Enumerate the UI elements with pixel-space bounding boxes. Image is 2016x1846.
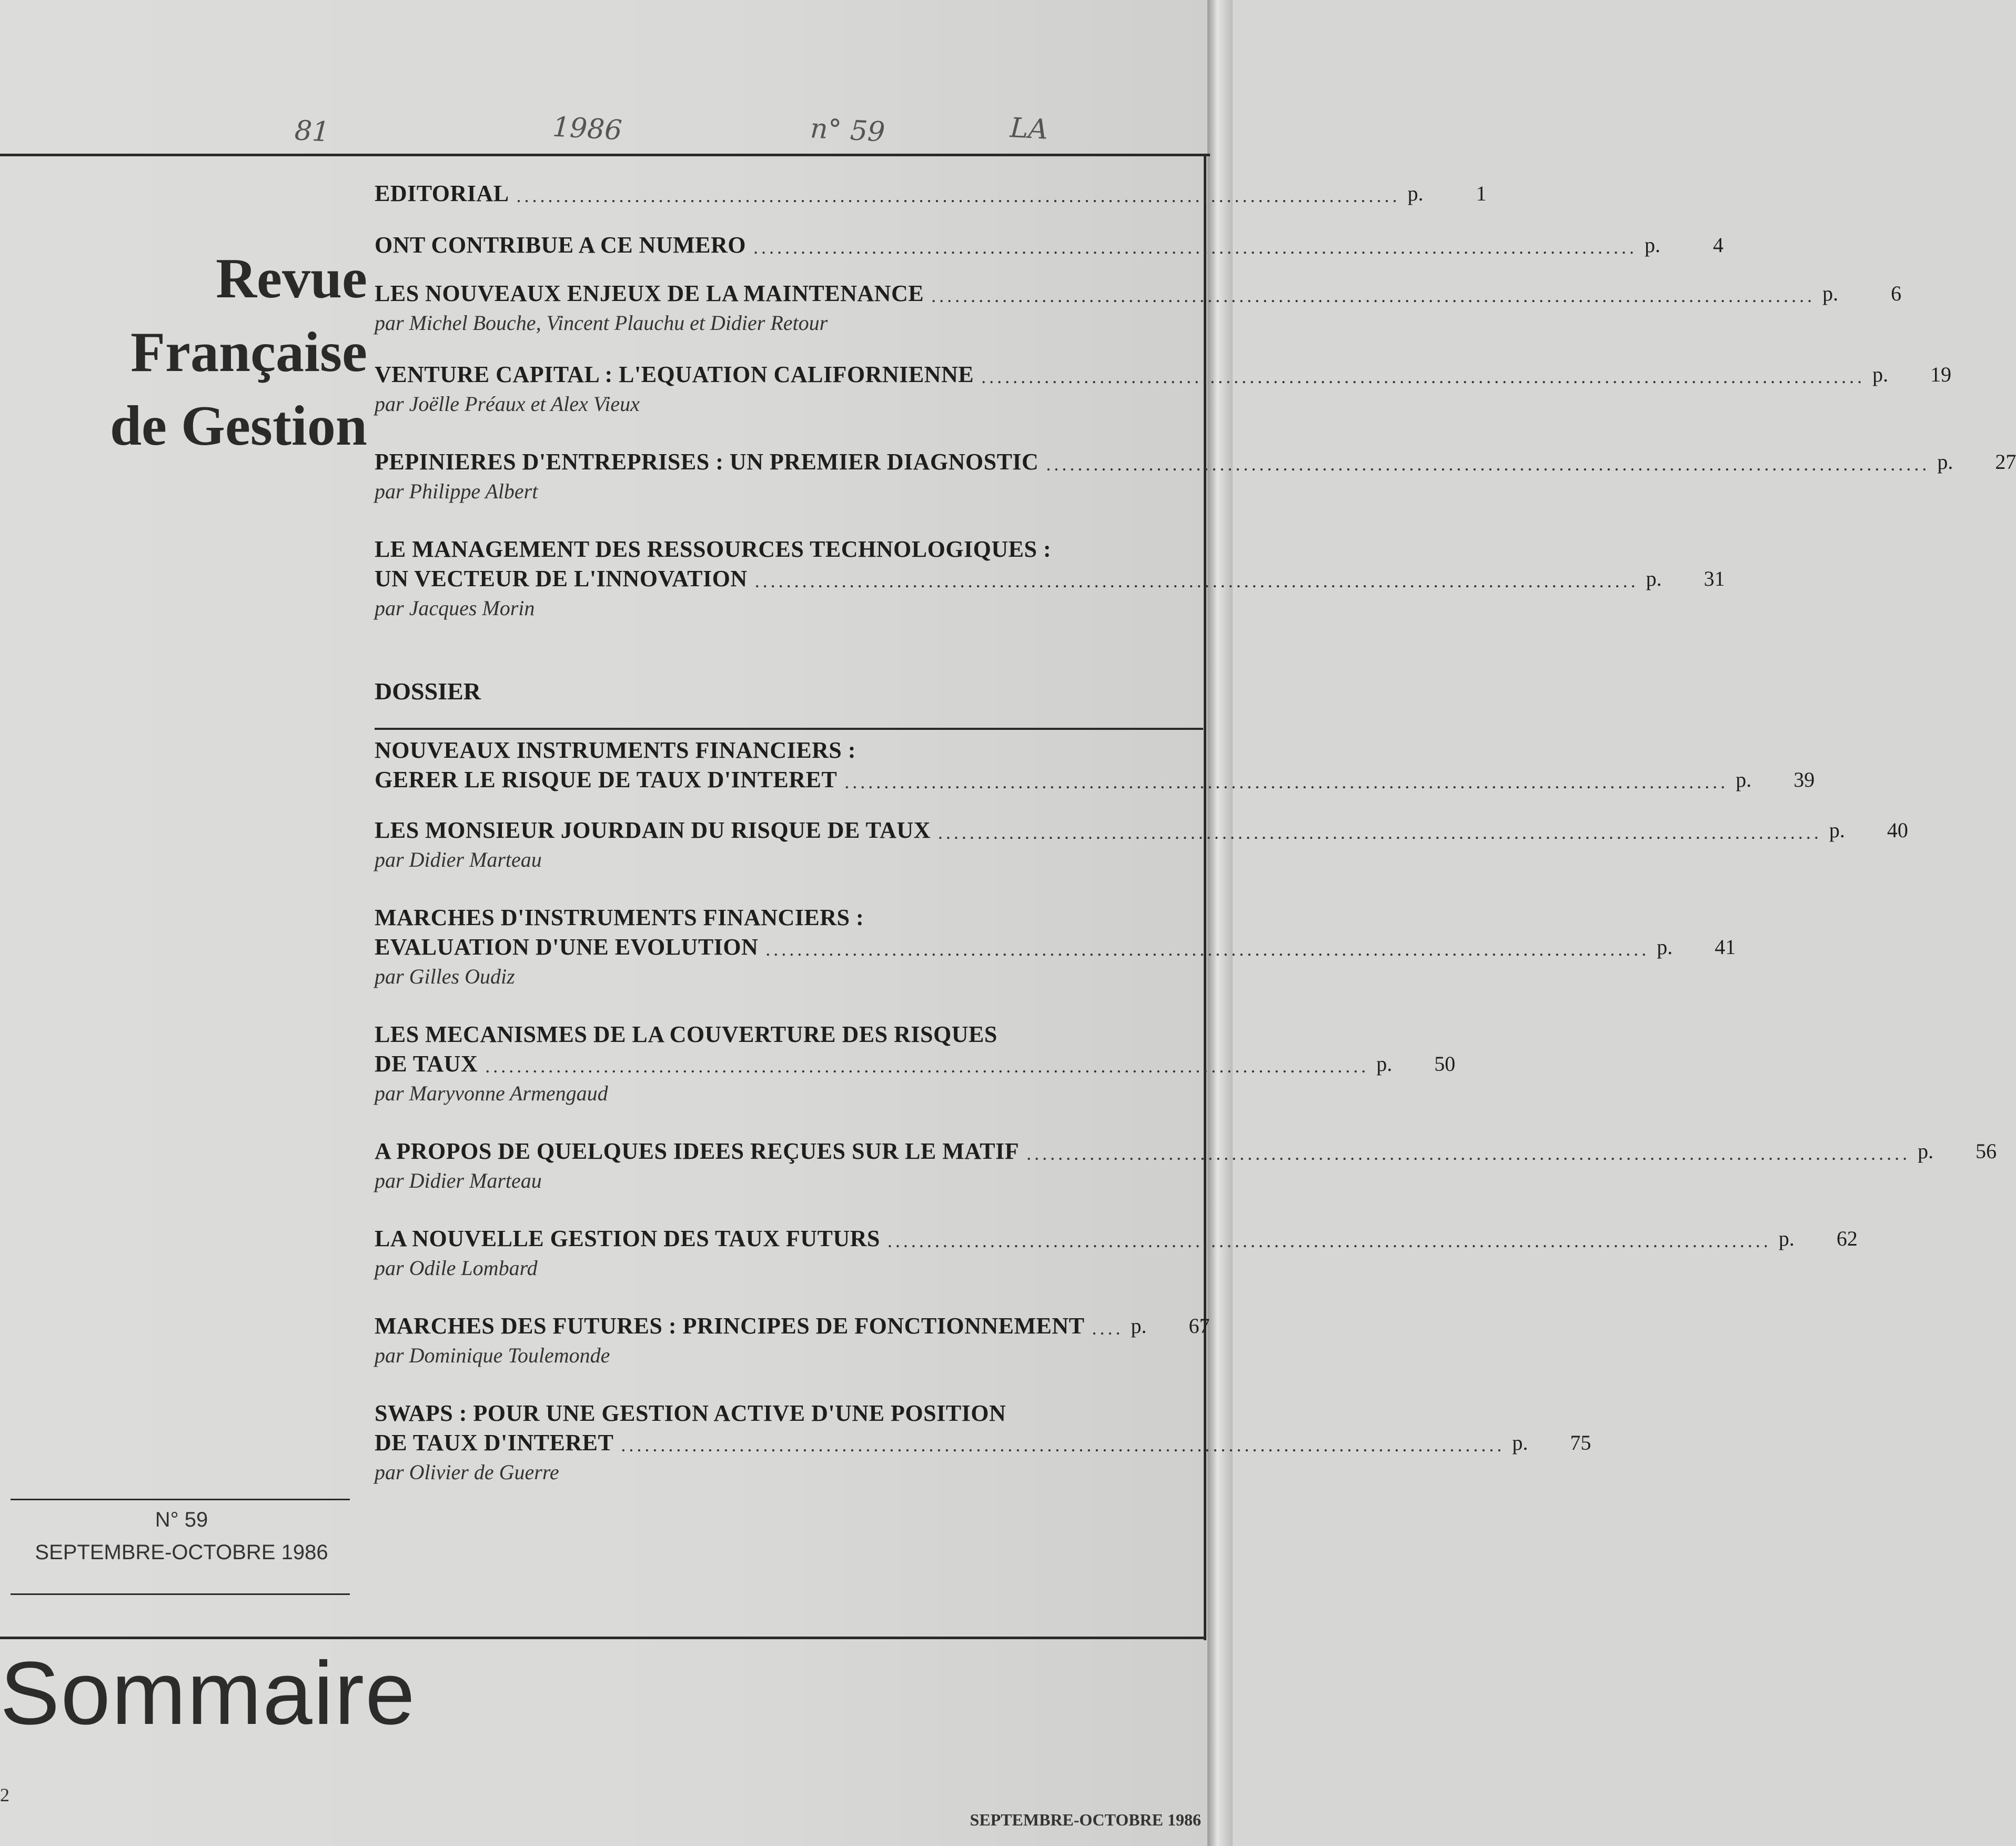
toc-title: A PROPOS DE QUELQUES IDEES REÇUES SUR LE MATIF	[375, 1138, 1020, 1164]
toc-author: par Didier Marteau	[375, 1169, 542, 1192]
dossier-heading: DOSSIER	[375, 678, 481, 705]
toc-entry[interactable]	[375, 535, 1725, 623]
journal-title-line: Française	[130, 321, 367, 384]
issue-number: N° 59	[155, 1508, 208, 1531]
toc-entry[interactable]	[375, 360, 1952, 419]
toc-page: p. 62	[1778, 1227, 1858, 1250]
toc-entry[interactable]	[375, 736, 1815, 795]
leader-dots: ................................................................................................................	[754, 570, 1639, 591]
toc-author: par Joëlle Préaux et Alex Vieux	[375, 392, 640, 416]
sommaire-heading: Sommaire	[0, 1643, 416, 1743]
toc-author: par Olivier de Guerre	[375, 1460, 559, 1484]
page-number: 2	[0, 1784, 9, 1805]
toc-page: p. 50	[1376, 1052, 1456, 1076]
toc-entry[interactable]	[375, 447, 2016, 506]
leader-dots: ................................................................................................................	[844, 771, 1729, 792]
toc-title: LE MANAGEMENT DES RESSOURCES TECHNOLOGIQUES :	[375, 536, 1052, 562]
toc-page: p. 67	[1131, 1314, 1210, 1338]
toc-page: p. 4	[1645, 233, 1724, 257]
toc-page: p. 41	[1657, 935, 1736, 959]
leader-dots: ................................................................................................................	[516, 185, 1400, 206]
toc-title: EDITORIAL	[375, 180, 509, 206]
toc-title: LES MECANISMES DE LA COUVERTURE DES RISQUES	[375, 1021, 997, 1047]
toc-page: p. 19	[1872, 363, 1952, 386]
toc-author: par Dominique Toulemonde	[375, 1343, 610, 1367]
toc-title: GERER LE RISQUE DE TAUX D'INTERET	[375, 767, 838, 792]
toc-entry[interactable]	[375, 230, 1724, 260]
toc-entry[interactable]	[375, 179, 1487, 208]
leader-dots: ................................................................................................................	[1026, 1143, 1911, 1164]
handwriting-3: n° 59	[809, 113, 886, 148]
toc-entry[interactable]	[375, 903, 1736, 991]
toc-title: LA NOUVELLE GESTION DES TAUX FUTURS	[375, 1226, 880, 1251]
handwriting-4: LA	[1009, 112, 1049, 146]
toc-page: p. 27	[1937, 450, 2016, 474]
toc-author: par Gilles Oudiz	[375, 965, 515, 988]
issue-rule-bottom	[11, 1593, 350, 1595]
toc-title: NOUVEAUX INSTRUMENTS FINANCIERS :	[375, 737, 856, 763]
toc-title: PEPINIERES D'ENTREPRISES : UN PREMIER DIAGNOSTIC	[375, 449, 1039, 475]
toc-entry[interactable]	[375, 279, 1902, 338]
toc-page: p. 1	[1407, 182, 1487, 205]
leader-dots: ................................................................................................................	[765, 939, 1650, 960]
footer-date: SEPTEMBRE-OCTOBRE 1986	[970, 1810, 1201, 1829]
leader-dots: ................................................................................................................	[753, 237, 1638, 258]
toc-title: ONT CONTRIBUE A CE NUMERO	[375, 232, 747, 258]
toc-entry[interactable]	[375, 816, 1908, 875]
journal-title-line: de Gestion	[109, 395, 367, 457]
toc-entry[interactable]	[375, 1137, 1997, 1196]
leader-dots: ....	[1092, 1318, 1124, 1339]
toc-entry[interactable]	[375, 1224, 1858, 1283]
toc-page: p. 75	[1512, 1431, 1591, 1454]
toc-title: DE TAUX D'INTERET	[375, 1430, 614, 1456]
toc-title: LES MONSIEUR JOURDAIN DU RISQUE DE TAUX	[375, 817, 931, 843]
toc-title: MARCHES DES FUTURES : PRINCIPES DE FONCTIONNEMENT	[375, 1313, 1085, 1339]
toc-entry[interactable]	[375, 1020, 1456, 1108]
table-of-contents	[375, 179, 2016, 1487]
toc-title: EVALUATION D'UNE EVOLUTION	[375, 934, 759, 960]
toc-page: p. 39	[1736, 768, 1815, 791]
toc-page: p. 40	[1829, 818, 1908, 842]
toc-title: VENTURE CAPITAL : L'EQUATION CALIFORNIENNE	[375, 362, 974, 387]
bottom-rule	[0, 1637, 1206, 1639]
toc-author: par Didier Marteau	[375, 848, 542, 871]
journal-title	[110, 242, 367, 463]
toc-page: p. 31	[1646, 567, 1725, 590]
binding-edge	[1207, 0, 1233, 1846]
issue-rule-top	[11, 1499, 350, 1500]
leader-dots: ................................................................................................................	[887, 1230, 1771, 1251]
toc-entry[interactable]	[375, 1311, 1210, 1370]
toc-title: LES NOUVEAUX ENJEUX DE LA MAINTENANCE	[375, 280, 924, 306]
toc-author: par Michel Bouche, Vincent Plauchu et Didier Retour	[375, 311, 828, 335]
handwriting-1: 81	[294, 115, 330, 148]
toc-title: UN VECTEUR DE L'INNOVATION	[375, 566, 748, 591]
toc-entry[interactable]	[375, 1399, 1591, 1487]
toc-page: p. 56	[1918, 1139, 1997, 1163]
handwriting-2: 1986	[551, 111, 623, 147]
leader-dots: ................................................................................................................	[931, 285, 1816, 306]
toc-author: par Jacques Morin	[375, 596, 535, 620]
toc-title: MARCHES D'INSTRUMENTS FINANCIERS :	[375, 905, 864, 930]
leader-dots: ................................................................................................................	[938, 822, 1822, 843]
issue-date: SEPTEMBRE-OCTOBRE 1986	[35, 1541, 328, 1564]
toc-author: par Maryvonne Armengaud	[375, 1081, 608, 1105]
leader-dots: ................................................................................................................	[485, 1056, 1369, 1077]
toc-author: par Odile Lombard	[375, 1256, 538, 1280]
toc-title: DE TAUX	[375, 1051, 478, 1077]
leader-dots: ................................................................................................................	[981, 366, 1866, 387]
toc-author: par Philippe Albert	[375, 479, 538, 503]
journal-title-line: Revue	[216, 247, 367, 310]
top-rule	[0, 154, 1210, 156]
leader-dots: ................................................................................................................	[1046, 454, 1930, 475]
leader-dots: ................................................................................................................	[621, 1434, 1505, 1456]
toc-page: p. 6	[1822, 282, 1902, 305]
toc-title: SWAPS : POUR UNE GESTION ACTIVE D'UNE POSITION	[375, 1400, 1006, 1426]
